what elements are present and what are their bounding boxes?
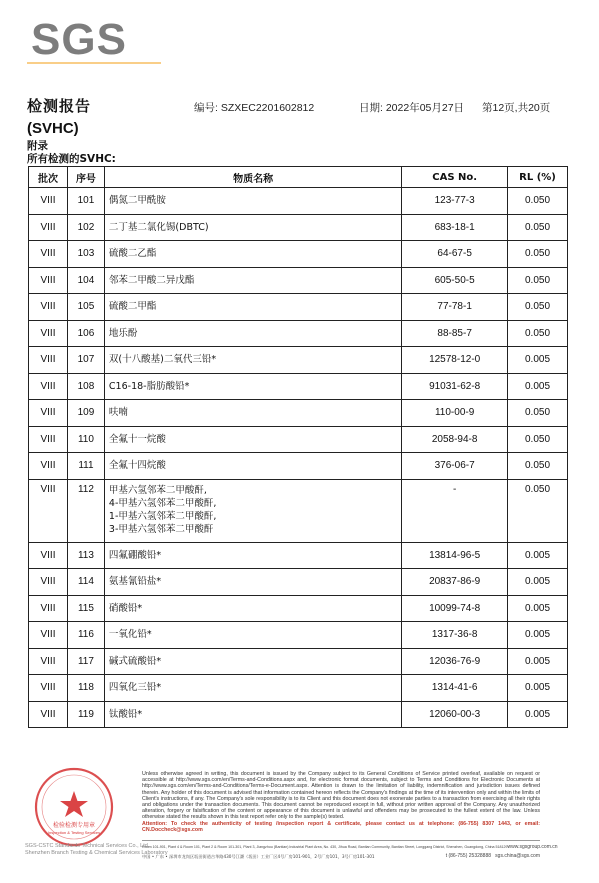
cell-batch: VIII — [29, 479, 68, 542]
cell-number: 105 — [67, 294, 104, 321]
table-row — [29, 267, 568, 294]
cell-batch: VIII — [29, 267, 68, 294]
cell-substance-name: 四氟硼酸铅* — [104, 542, 401, 569]
cell-number: 102 — [67, 214, 104, 241]
star-icon — [60, 791, 88, 817]
cell-rl: 0.050 — [508, 294, 568, 321]
cell-number: 117 — [67, 648, 104, 675]
address-en: Room 101-901, Plant 4 & Room 101, Plant 2 & Room 101-301, Plant 3, Jiangzhou (Bantian) Industrial Plant Area, No. 430, Jihua Road, Bantian Community, Bantian Street, Longgang District, Shenzhen, Guangdong, China 518129 — [142, 845, 508, 849]
cell-cas-no: 12578-12-0 — [402, 347, 508, 374]
contact-line — [446, 852, 540, 861]
cell-rl: 0.005 — [508, 595, 568, 622]
cell-number: 112 — [67, 479, 104, 542]
cell-batch: VIII — [29, 347, 68, 374]
header-substance-name: 物质名称 — [104, 167, 401, 188]
cell-cas-no: 12036-76-9 — [402, 648, 508, 675]
cell-substance-name: 邻苯二甲酸二异戊酯 — [104, 267, 401, 294]
cell-number: 119 — [67, 701, 104, 728]
cell-substance-name: 偶氮二甲酰胺 — [104, 188, 401, 215]
sgs-logo — [27, 14, 161, 66]
report-title — [27, 95, 91, 137]
table-row — [29, 479, 568, 542]
cell-batch: VIII — [29, 595, 68, 622]
cell-substance-name: 四氧化三铅* — [104, 675, 401, 702]
cell-substance-name: 二丁基二氯化锡(DBTC) — [104, 214, 401, 241]
cell-number: 101 — [67, 188, 104, 215]
cell-batch: VIII — [29, 648, 68, 675]
cell-number: 111 — [67, 453, 104, 480]
stamp-text-en: Inspection & Testing Services — [47, 830, 101, 835]
cell-number: 108 — [67, 373, 104, 400]
table-row — [29, 542, 568, 569]
cell-cas-no: 2058-94-8 — [402, 426, 508, 453]
authenticity-attention: Attention: To check the authenticity of testing /inspection report & certificate, please contact us at telephone: (86-755) 8307 1443, or email: CN.Doccheck@sgs.com — [142, 820, 540, 833]
cell-substance-name: 钛酸铅* — [104, 701, 401, 728]
table-row — [29, 214, 568, 241]
cell-number: 106 — [67, 320, 104, 347]
cell-rl: 0.005 — [508, 542, 568, 569]
cell-cas-no: 20837-86-9 — [402, 569, 508, 596]
cell-number: 114 — [67, 569, 104, 596]
cell-number: 113 — [67, 542, 104, 569]
cell-rl: 0.050 — [508, 426, 568, 453]
header-rl: RL (%) — [508, 167, 568, 188]
footer-divider — [142, 840, 540, 841]
cell-rl: 0.005 — [508, 347, 568, 374]
address-cn: 中国 • 广东 • 深圳市龙岗区坂田街道吉华路430号江灏（坂田）工业厂区4号厂房101-901，2号厂房101，3号厂房101-301 — [142, 854, 375, 859]
cell-substance-name: 双(十八酸基)二氧代三铅* — [104, 347, 401, 374]
table-row — [29, 453, 568, 480]
table-row — [29, 400, 568, 427]
phone-number: t (86-755) 25328888 — [445, 853, 491, 859]
cell-cas-no: 376-06-7 — [402, 453, 508, 480]
cell-cas-no: 1314-41-6 — [402, 675, 508, 702]
table-row — [29, 595, 568, 622]
table-row — [29, 648, 568, 675]
cell-rl: 0.050 — [508, 400, 568, 427]
cell-batch: VIII — [29, 373, 68, 400]
cell-batch: VIII — [29, 675, 68, 702]
cell-cas-no: 605-50-5 — [402, 267, 508, 294]
cell-batch: VIII — [29, 294, 68, 321]
cell-rl: 0.005 — [508, 622, 568, 649]
table-row — [29, 426, 568, 453]
sgs-logo-text: SGS — [31, 15, 127, 64]
cell-rl: 0.050 — [508, 267, 568, 294]
table-row — [29, 569, 568, 596]
cell-rl: 0.050 — [508, 479, 568, 542]
cell-substance-name: 氨基氰铅盐* — [104, 569, 401, 596]
cell-batch: VIII — [29, 188, 68, 215]
cell-cas-no: 110-00-9 — [402, 400, 508, 427]
cell-rl: 0.005 — [508, 701, 568, 728]
stamp-label-line1: SGS-CSTC Standards Technical Services Co., Ltd. — [25, 843, 150, 849]
cell-rl: 0.005 — [508, 675, 568, 702]
table-row — [29, 622, 568, 649]
table-row — [29, 701, 568, 728]
website-link[interactable]: www.sgsgroup.com.cn — [507, 844, 558, 850]
cell-number: 107 — [67, 347, 104, 374]
table-body — [29, 188, 568, 728]
report-number: 编号: SZXEC2201602812 — [194, 102, 315, 114]
legal-disclaimer — [142, 771, 540, 833]
stamp-text-cn: 检验检测专用章 — [52, 822, 96, 829]
cell-cas-no: 683-18-1 — [402, 214, 508, 241]
cell-batch: VIII — [29, 214, 68, 241]
cell-batch: VIII — [29, 542, 68, 569]
header-no: 序号 — [67, 167, 104, 188]
cell-batch: VIII — [29, 426, 68, 453]
cell-substance-name: 硫酸二甲酯 — [104, 294, 401, 321]
cell-number: 104 — [67, 267, 104, 294]
cell-batch: VIII — [29, 400, 68, 427]
cell-number: 115 — [67, 595, 104, 622]
cell-cas-no: 12060-00-3 — [402, 701, 508, 728]
cell-cas-no: - — [402, 479, 508, 542]
cell-substance-name: 一氧化铅* — [104, 622, 401, 649]
cell-batch: VIII — [29, 453, 68, 480]
report-date: 日期: 2022年05月27日 — [359, 102, 465, 114]
cell-cas-no: 91031-62-8 — [402, 373, 508, 400]
cell-batch: VIII — [29, 320, 68, 347]
cell-cas-no: 88-85-7 — [402, 320, 508, 347]
cell-substance-name: 硝酸铅* — [104, 595, 401, 622]
cell-rl: 0.050 — [508, 214, 568, 241]
stamp-label-line2: Shenzhen Branch Testing & Chemical Services Laboratory — [25, 850, 168, 856]
cell-cas-no: 1317-36-8 — [402, 622, 508, 649]
title-en: (SVHC) — [27, 120, 79, 137]
cell-rl: 0.050 — [508, 241, 568, 268]
cell-substance-name: 甲基六氢邻苯二甲酸酐, 4-甲基六氢邻苯二甲酸酐, 1-甲基六氢邻苯二甲酸酐, 3-甲基六氢邻苯二甲酸酐 — [104, 479, 401, 542]
cell-rl: 0.050 — [508, 453, 568, 480]
header-batch: 批次 — [29, 167, 68, 188]
cell-cas-no: 123-77-3 — [402, 188, 508, 215]
cell-number: 110 — [67, 426, 104, 453]
cell-cas-no: 64-67-5 — [402, 241, 508, 268]
cell-substance-name: 碱式硫酸铅* — [104, 648, 401, 675]
cell-rl: 0.050 — [508, 188, 568, 215]
table-row — [29, 347, 568, 374]
footer-address — [142, 843, 558, 861]
cell-number: 118 — [67, 675, 104, 702]
cell-batch: VIII — [29, 622, 68, 649]
disclaimer-text: Unless otherwise agreed in writing, this document is issued by the Company subject to its General Conditions of Service printed overleaf, available on request or accessible at http://www.sgs.com/en/Terms-and-Conditions.aspx and, for electronic format documents, subject to Terms and Conditions for Electronic Documents at http://www.sgs.com/en/Terms-and-Conditions/Terms-e-Document.aspx. Attention is drawn to the limitation of liability, indemnification and jurisdiction issues defined therein. Any holder of this document is advised that information contained hereon reflects the Company's findings at the time of its intervention only and within the limits of Client's instructions, if any. The Company's sole responsibility is to its Client and this document does not exonerate parties to a transaction from exercising all their rights and obligations under the transaction documents. This document cannot be reproduced except in full, without prior written approval of the Company. Any unauthorized alteration, forgery or falsification of the content or appearance of this document is unlawful and offenders may be prosecuted to the fullest extent of the law. Unless otherwise stated the results shown in this test report refer only to the sample(s) tested. — [142, 771, 540, 821]
table-row — [29, 675, 568, 702]
cell-number: 103 — [67, 241, 104, 268]
cell-rl: 0.005 — [508, 648, 568, 675]
cell-number: 116 — [67, 622, 104, 649]
cell-cas-no: 10099-74-8 — [402, 595, 508, 622]
table-row — [29, 294, 568, 321]
table-row — [29, 188, 568, 215]
table-row — [29, 320, 568, 347]
cell-substance-name: 全氟十四烷酸 — [104, 453, 401, 480]
table-row — [29, 373, 568, 400]
appendix-heading — [27, 140, 116, 166]
all-svhc-label: 所有检测的SVHC: — [27, 153, 116, 165]
cell-rl: 0.050 — [508, 320, 568, 347]
cell-batch: VIII — [29, 241, 68, 268]
table-row — [29, 241, 568, 268]
page-number: 第12页,共20页 — [482, 102, 551, 114]
cell-cas-no: 13814-96-5 — [402, 542, 508, 569]
cell-substance-name: 呋喃 — [104, 400, 401, 427]
cell-number: 109 — [67, 400, 104, 427]
svhc-table — [28, 166, 568, 728]
appendix-label: 附录 — [27, 140, 48, 152]
cell-batch: VIII — [29, 701, 68, 728]
cell-cas-no: 77-78-1 — [402, 294, 508, 321]
cell-rl: 0.005 — [508, 373, 568, 400]
title-cn: 检测报告 — [27, 97, 92, 115]
cell-substance-name: 硫酸二乙酯 — [104, 241, 401, 268]
header-cas-no: CAS No. — [402, 167, 508, 188]
cell-substance-name: 地乐酚 — [104, 320, 401, 347]
cell-substance-name: 全氟十一烷酸 — [104, 426, 401, 453]
cell-substance-name: C16-18-脂肪酸铅* — [104, 373, 401, 400]
table-header-row — [29, 167, 568, 188]
email-link[interactable]: sgs.china@sgs.com — [495, 853, 540, 859]
cell-batch: VIII — [29, 569, 68, 596]
cell-rl: 0.005 — [508, 569, 568, 596]
